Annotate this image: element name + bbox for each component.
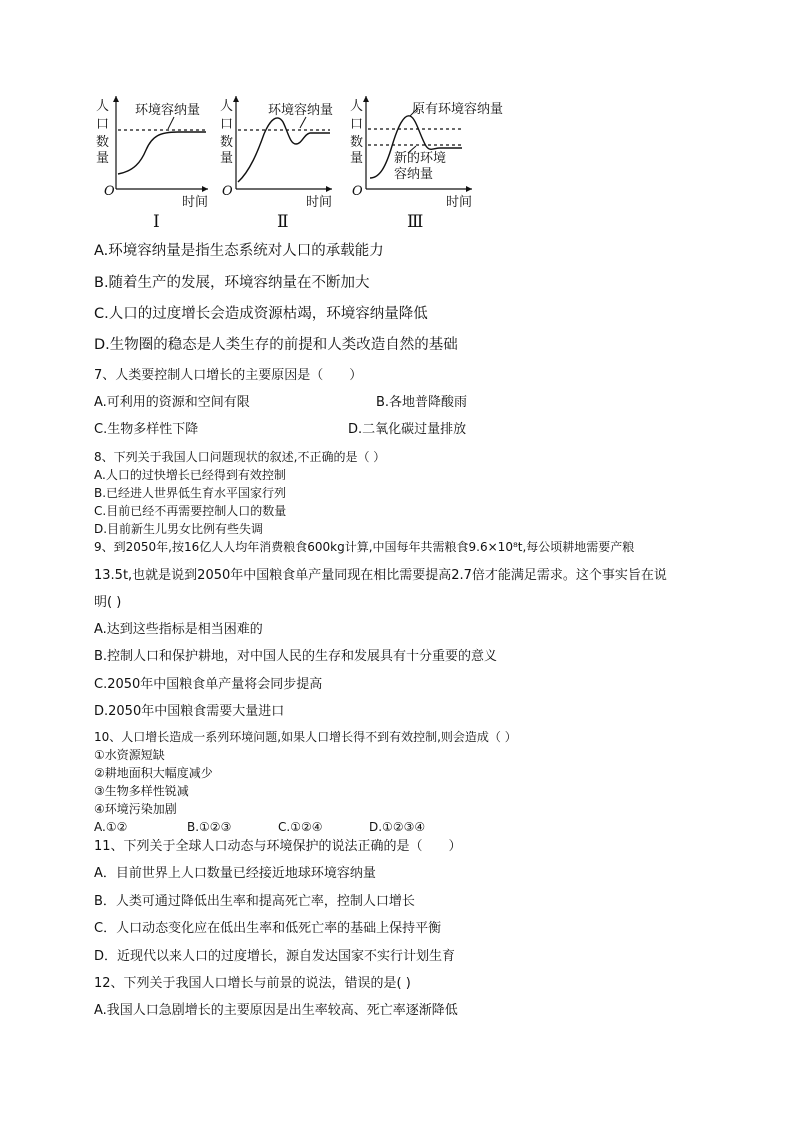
q11-option-d: D．近现代以来人口的过度增长，源自发达国家不实行计划生育 <box>94 949 456 964</box>
fig1-population-curve <box>118 132 206 174</box>
fig1-origin: O <box>104 184 115 199</box>
figure-1 <box>96 96 216 210</box>
q10-option-a: A.①② <box>94 820 128 834</box>
fig2-ylabel-1: 人 <box>220 99 234 114</box>
q10-option-d: D.①②③④ <box>369 820 426 834</box>
fig3-new-capacity-label-2: 容纳量 <box>394 167 434 182</box>
q10-item-4: ④环境污染加剧 <box>94 802 177 816</box>
fig3-origin: O <box>352 184 363 199</box>
fig2-roman: Ⅱ <box>277 212 289 232</box>
q10-item-3: ③生物多样性锐减 <box>94 784 189 798</box>
q9-option-b: B.控制人口和保护耕地，对中国人民的生存和发展具有十分重要的意义 <box>94 649 498 664</box>
figure-3 <box>350 96 510 210</box>
fig2-population-curve <box>238 118 330 182</box>
q9-option-a: A.达到这些指标是相当困难的 <box>94 622 263 637</box>
q10-item-2: ②耕地面积大幅度减少 <box>94 766 213 780</box>
q8-option-d: D.目前新生儿男女比例有些失调 <box>94 522 264 536</box>
fig1-x-arrow <box>202 186 208 192</box>
q10-item-1: ①水资源短缺 <box>94 748 165 762</box>
fig1-label-pointer <box>168 117 174 129</box>
figure-2 <box>220 96 340 210</box>
fig2-ylabel-3: 数 <box>220 135 234 150</box>
fig1-roman: Ⅰ <box>153 212 160 232</box>
fig3-old-capacity-label: 原有环境容纳量 <box>412 102 504 117</box>
q10-option-b: B.①②③ <box>187 820 232 834</box>
fig3-new-capacity-label-1: 新的环境 <box>394 151 447 166</box>
fig2-xlabel: 时间 <box>306 195 333 210</box>
fig2-origin: O <box>222 184 233 199</box>
q9-stem-line-1: 9、到2050年,按16亿人人均年消费粮食600kg计算,中国每年共需粮食9.6×10⁸t,每公顷耕地需要产粮 <box>94 540 635 554</box>
q7-option-c: C.生物多样性下降 <box>94 422 199 437</box>
fig1-xlabel: 时间 <box>182 195 209 210</box>
fig3-x-arrow <box>466 186 472 192</box>
fig1-ylabel-1: 人 <box>96 99 110 114</box>
fig2-label-pointer <box>300 117 306 128</box>
fig3-roman: Ⅲ <box>407 212 424 232</box>
q8-stem: 8、下列关于我国人口问题现状的叙述,不正确的是（ ） <box>94 450 386 464</box>
q12-stem: 12、下列关于我国人口增长与前景的说法，错误的是( ) <box>94 976 411 991</box>
fig1-ylabel-3: 数 <box>96 135 110 150</box>
q8-option-c: C.目前已经不再需要控制人口的数量 <box>94 504 287 518</box>
q8-option-b: B.已经进人世界低生育水平国家行列 <box>94 486 287 500</box>
fig3-ylabel-4: 量 <box>350 151 364 166</box>
fig1-y-arrow <box>113 96 119 102</box>
q11-option-c: C．人口动态变化应在低出生率和低死亡率的基础上保持平衡 <box>94 921 442 936</box>
q11-option-a: A．目前世界上人口数量已经接近地球环境容纳量 <box>94 866 376 881</box>
fig2-y-arrow <box>233 96 239 102</box>
figure-1-graph <box>96 96 216 210</box>
q12-option-a: A.我国人口急剧增长的主要原因是出生率较高、死亡率逐渐降低 <box>94 1003 458 1018</box>
fig2-ylabel-4: 量 <box>220 151 234 166</box>
fig3-ylabel-3: 数 <box>350 135 364 150</box>
q6-option-d: D.生物圈的稳态是人类生存的前提和人类改造自然的基础 <box>94 337 458 353</box>
q6-option-b: B.随着生产的发展，环境容纳量在不断加大 <box>94 275 370 291</box>
q11-option-b: B．人类可通过降低出生率和提高死亡率，控制人口增长 <box>94 894 415 909</box>
q9-stem-line-3: 明( ) <box>94 595 122 610</box>
q6-option-a: A.环境容纳量是指生态系统对人口的承载能力 <box>94 243 384 259</box>
fig3-ylabel-2: 口 <box>350 117 364 132</box>
figure-3-graph <box>350 96 510 210</box>
q6-option-c: C.人口的过度增长会造成资源枯竭，环境容纳量降低 <box>94 306 428 322</box>
fig2-x-arrow <box>326 186 332 192</box>
q11-stem: 11、下列关于全球人口动态与环境保护的说法正确的是（ ） <box>94 839 462 854</box>
q8-option-a: A.人口的过快增长已经得到有效控制 <box>94 468 286 482</box>
fig3-xlabel: 时间 <box>446 195 473 210</box>
q7-option-d: D.二氧化碳过量排放 <box>348 422 467 437</box>
fig2-ylabel-2: 口 <box>220 117 234 132</box>
figure-2-graph <box>220 96 340 210</box>
q9-stem-line-2: 13.5t,也就是说到2050年中国粮食单产量同现在相比需要提高2.7倍才能满足需求。这个事实旨在说 <box>94 568 667 583</box>
fig1-ylabel-4: 量 <box>96 151 110 166</box>
q10-option-c: C.①②④ <box>278 820 323 834</box>
fig3-ylabel-1: 人 <box>350 99 364 114</box>
q9-option-d: D.2050年中国粮食需要大量进口 <box>94 704 285 719</box>
q10-stem: 10、人口增长造成一系列环境问题,如果人口增长得不到有效控制,则会造成（ ） <box>94 730 517 744</box>
fig1-curve-label: 环境容纳量 <box>135 103 201 118</box>
q7-option-b: B.各地普降酸雨 <box>376 395 468 410</box>
fig1-ylabel-2: 口 <box>96 117 110 132</box>
fig2-curve-label: 环境容纳量 <box>268 103 334 118</box>
q9-option-c: C.2050年中国粮食单产量将会同步提高 <box>94 677 323 692</box>
fig3-y-arrow <box>363 96 369 102</box>
q7-stem: 7、人类要控制人口增长的主要原因是（ ） <box>94 368 363 383</box>
q7-option-a: A.可利用的资源和空间有限 <box>94 395 250 410</box>
